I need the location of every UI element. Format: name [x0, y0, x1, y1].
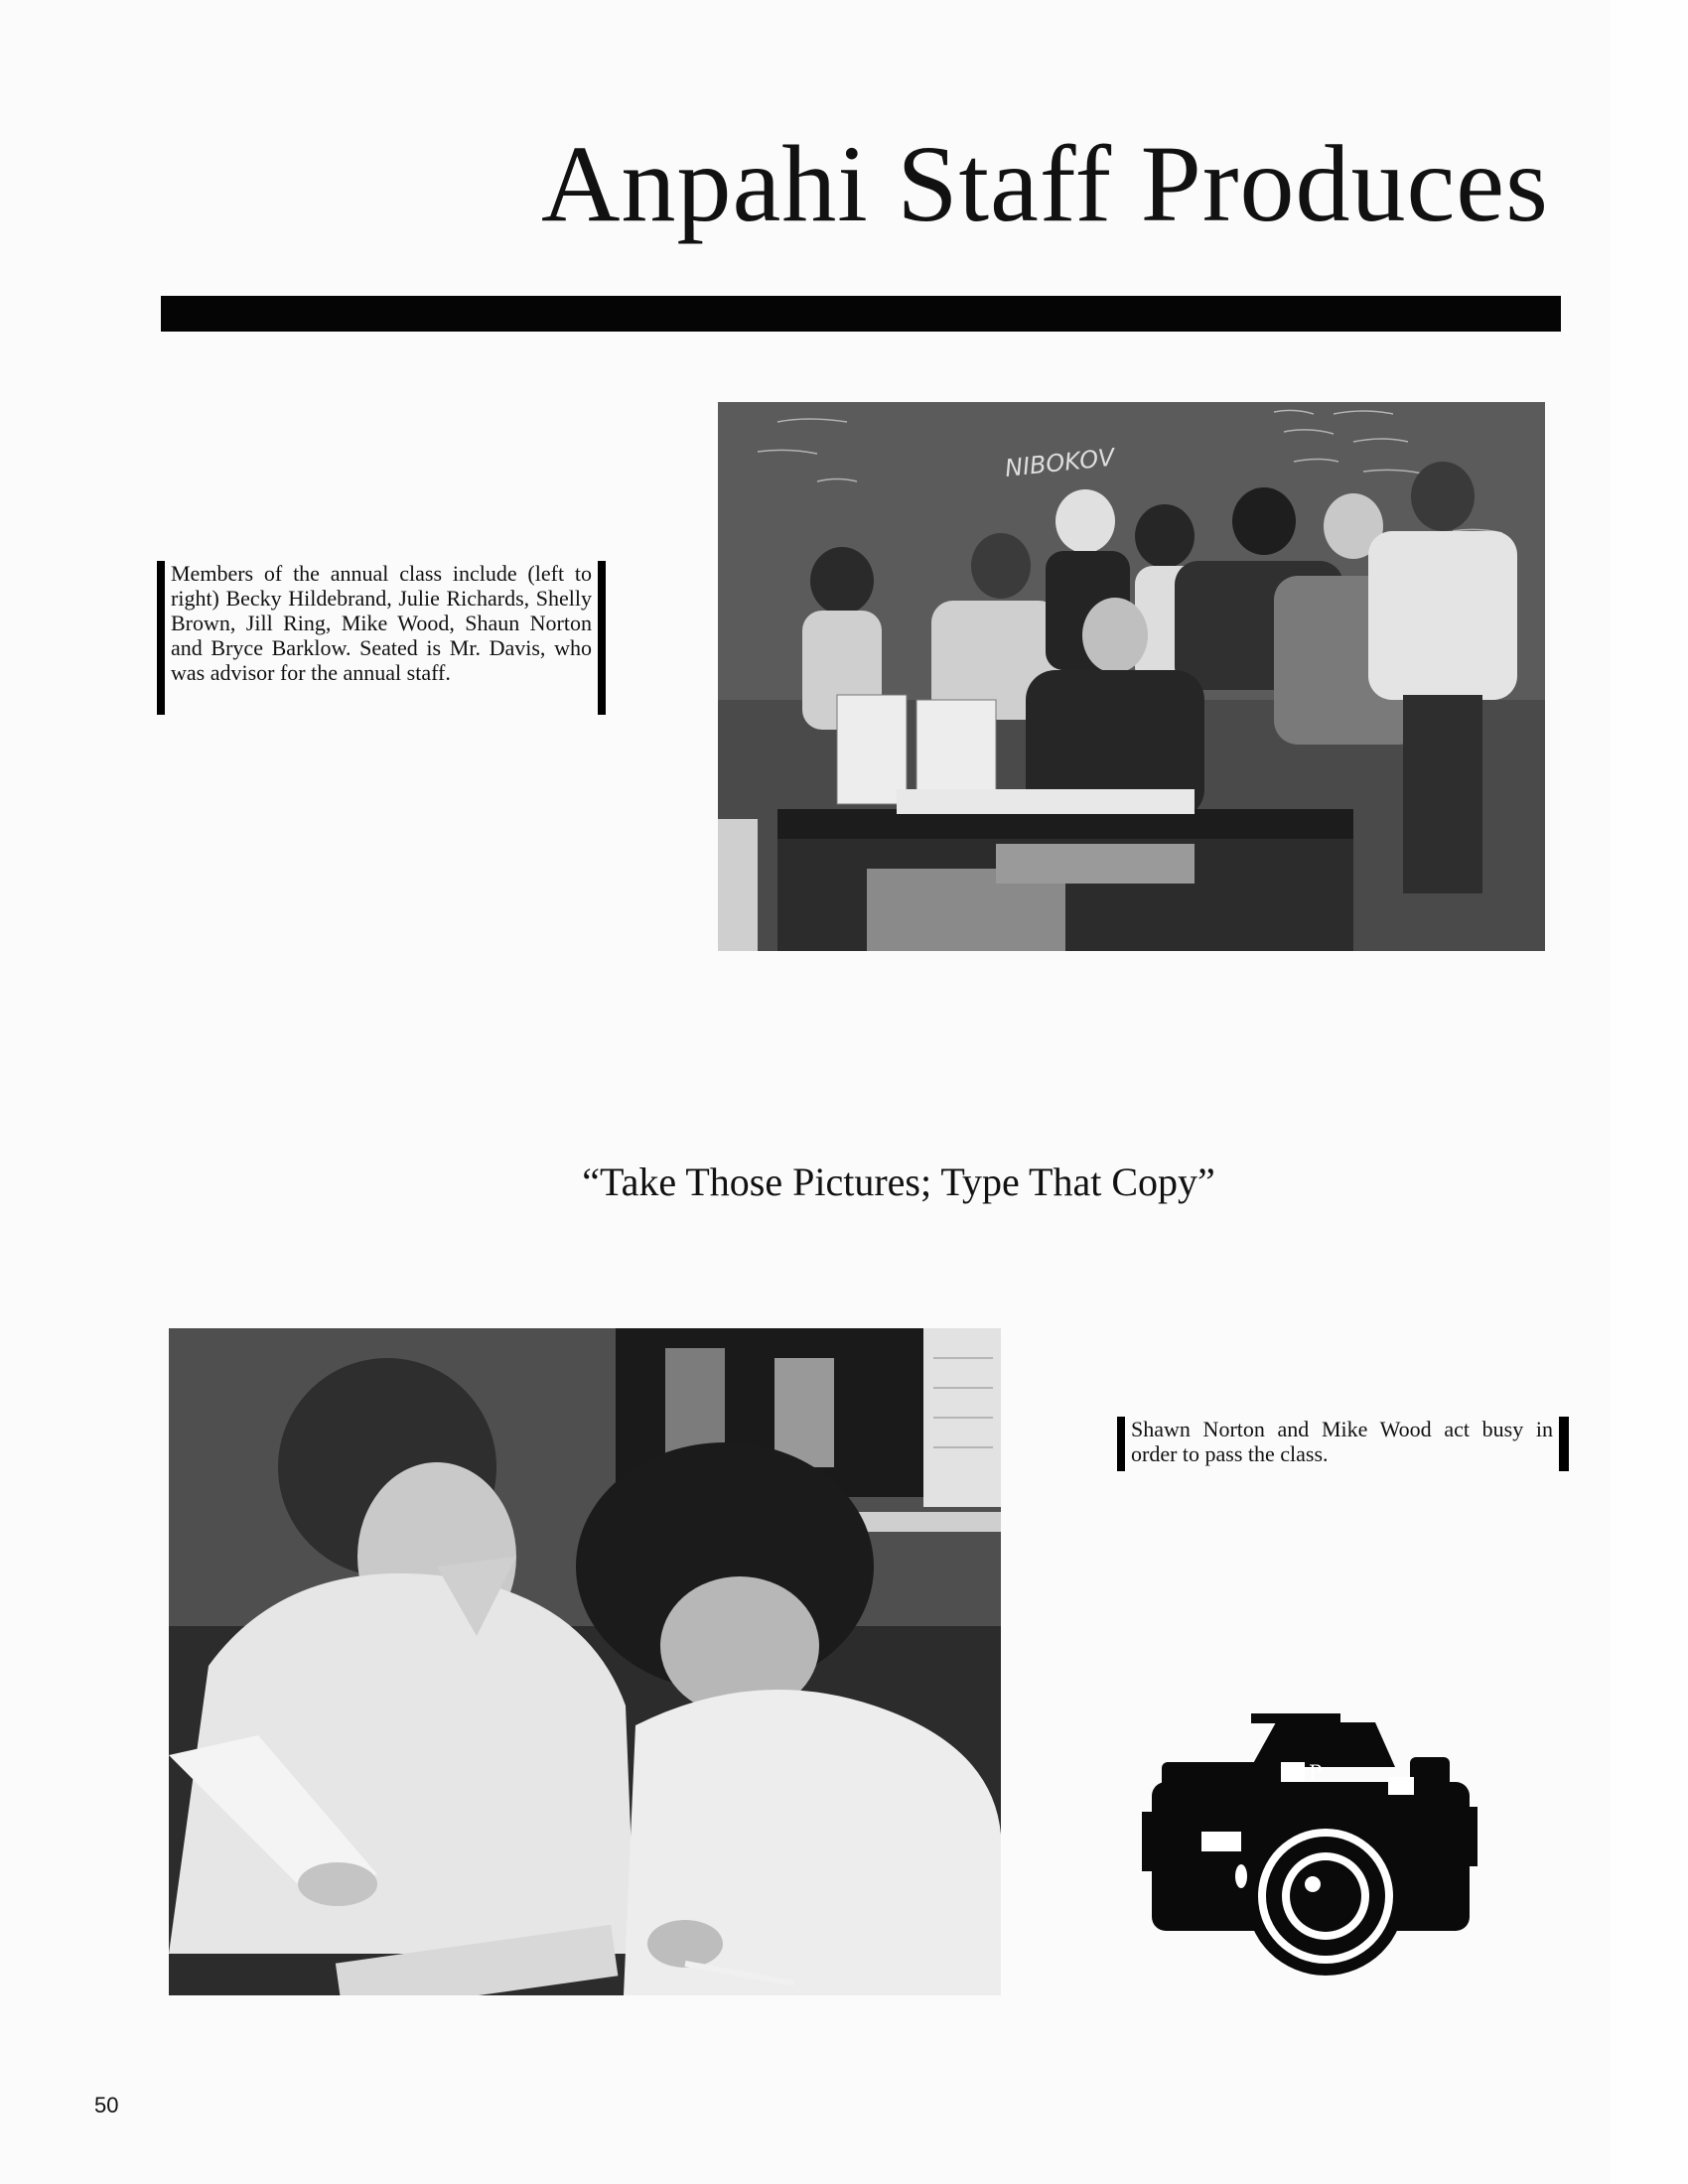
students-working-photo [169, 1328, 1001, 1995]
page-number: 50 [94, 2093, 119, 2117]
page-title: Anpahi Staff Produces [541, 123, 1549, 244]
page-edge [1611, 0, 1688, 2184]
title-rule [161, 296, 1561, 332]
staff-photo-caption: Members of the annual class include (left to right) Becky Hildebrand, Julie Richards, Shelly Brown, Jill Ring, Mike Wood, Shaun Norton and Bryce Barklow. Seated is Mr. Davis, who was advisor for the annual staff. [157, 561, 606, 715]
svg-text:P: P [1309, 1760, 1323, 1784]
camera-icon [1142, 1707, 1477, 1978]
staff-group-photo [718, 402, 1545, 951]
chalkboard-text: NIBOKOV [1003, 443, 1116, 482]
page-subtitle: “Take Those Pictures; Type That Copy” [582, 1160, 1215, 1204]
students-photo-caption: Shawn Norton and Mike Wood act busy in order to pass the class. [1117, 1417, 1569, 1471]
